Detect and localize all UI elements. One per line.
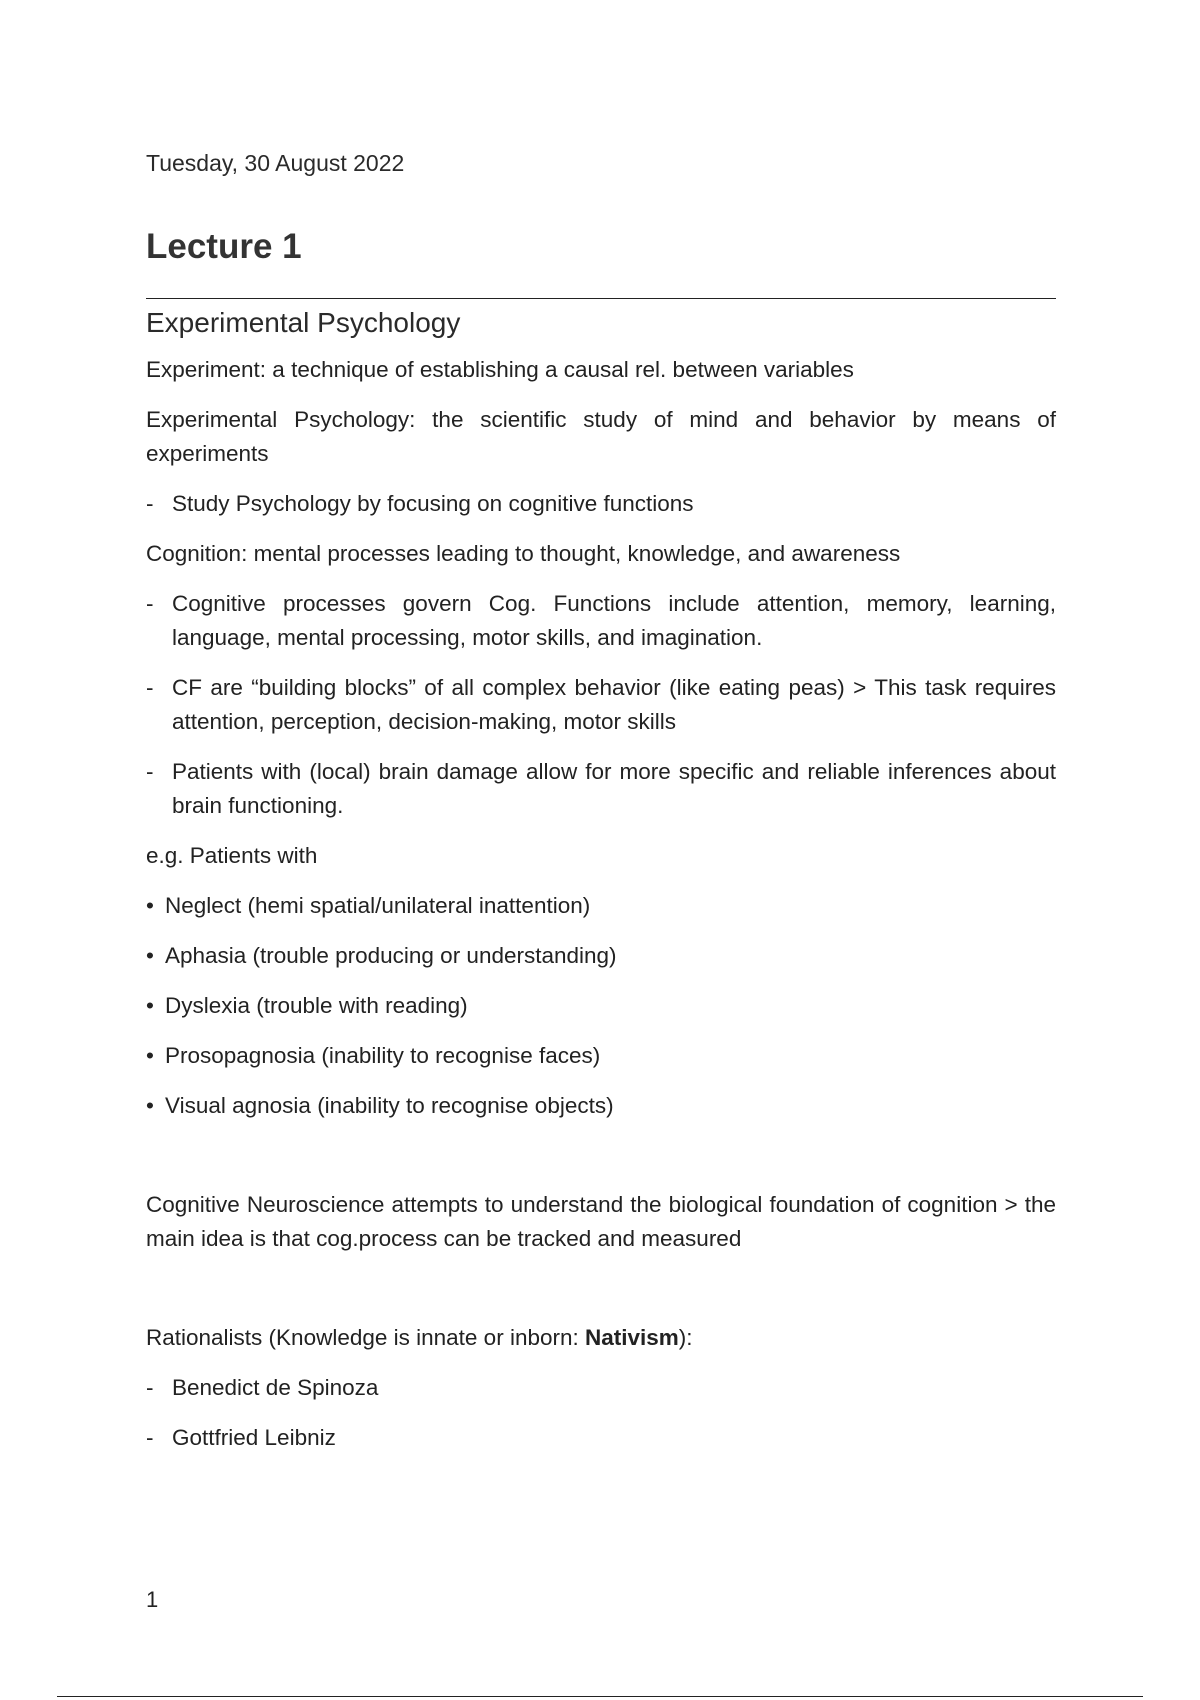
- dash-marker: -: [146, 591, 154, 616]
- list-item: [146, 587, 1056, 655]
- list-item-text: Neglect (hemi spatial/unilateral inattention): [165, 893, 591, 918]
- page-bottom-divider: [57, 1696, 1143, 1697]
- dash-marker: -: [146, 1375, 154, 1400]
- dash-marker: -: [146, 491, 154, 516]
- paragraph-experiment: Experiment: a technique of establishing a causal rel. between variables: [146, 357, 854, 382]
- list-item: [146, 1421, 1056, 1455]
- list-item: [146, 989, 1056, 1023]
- dash-marker: -: [146, 675, 154, 700]
- paragraph-cognitive-neuroscience: Cognitive Neuroscience attempts to understand the biological foundation of cognition > the main idea is that cog.process can be tracked and measured: [146, 1192, 1056, 1251]
- rationalists-prefix: Rationalists (Knowledge is innate or inborn:: [146, 1325, 585, 1350]
- page-title: Lecture 1: [146, 227, 302, 266]
- paragraph-experimental-psychology: Experimental Psychology: the scientific study of mind and behavior by means of experiments: [146, 407, 1056, 466]
- paragraph-rationalists: [146, 1321, 1056, 1355]
- section-subtitle: Experimental Psychology: [146, 307, 461, 338]
- bullet-marker: •: [146, 943, 154, 968]
- paragraph-eg: e.g. Patients with: [146, 843, 318, 868]
- dash-marker: -: [146, 1425, 154, 1450]
- bullet-marker: •: [146, 1093, 154, 1118]
- list-item-text: Gottfried Leibniz: [172, 1425, 336, 1450]
- list-item-text: CF are “building blocks” of all complex behavior (like eating peas) > This task requires attention, perception, decision-making, motor skills: [172, 675, 1056, 734]
- paragraph-cognition: Cognition: mental processes leading to thought, knowledge, and awareness: [146, 541, 901, 566]
- list-item: [146, 889, 1056, 923]
- bullet-marker: •: [146, 1043, 154, 1068]
- rationalists-suffix: ):: [678, 1325, 693, 1350]
- document-page: [146, 148, 1056, 1455]
- list-item-text: Cognitive processes govern Cog. Functions include attention, memory, learning, language, mental processing, motor skills, and imagination.: [172, 591, 1056, 650]
- list-item: [146, 1371, 1056, 1405]
- list-item-text: Prosopagnosia (inability to recognise faces): [165, 1043, 601, 1068]
- list-item: [146, 487, 1056, 521]
- title-divider: [146, 298, 1056, 299]
- date-heading: Tuesday, 30 August 2022: [146, 150, 405, 176]
- list-item-text: Benedict de Spinoza: [172, 1375, 379, 1400]
- list-item: [146, 1039, 1056, 1073]
- page-number: 1: [146, 1587, 159, 1612]
- list-item: [146, 939, 1056, 973]
- bullet-marker: •: [146, 993, 154, 1018]
- bullet-marker: •: [146, 893, 154, 918]
- list-item-text: Patients with (local) brain damage allow for more specific and reliable inferences about brain functioning.: [172, 759, 1056, 818]
- list-item-text: Dyslexia (trouble with reading): [165, 993, 468, 1018]
- list-item: [146, 671, 1056, 739]
- list-item: [146, 755, 1056, 823]
- list-item-text: Aphasia (trouble producing or understanding): [165, 943, 617, 968]
- list-item: [146, 1089, 1056, 1123]
- dash-marker: -: [146, 759, 154, 784]
- list-item-text: Study Psychology by focusing on cognitive functions: [172, 491, 694, 516]
- list-item-text: Visual agnosia (inability to recognise objects): [165, 1093, 614, 1118]
- rationalists-bold: Nativism: [585, 1325, 679, 1350]
